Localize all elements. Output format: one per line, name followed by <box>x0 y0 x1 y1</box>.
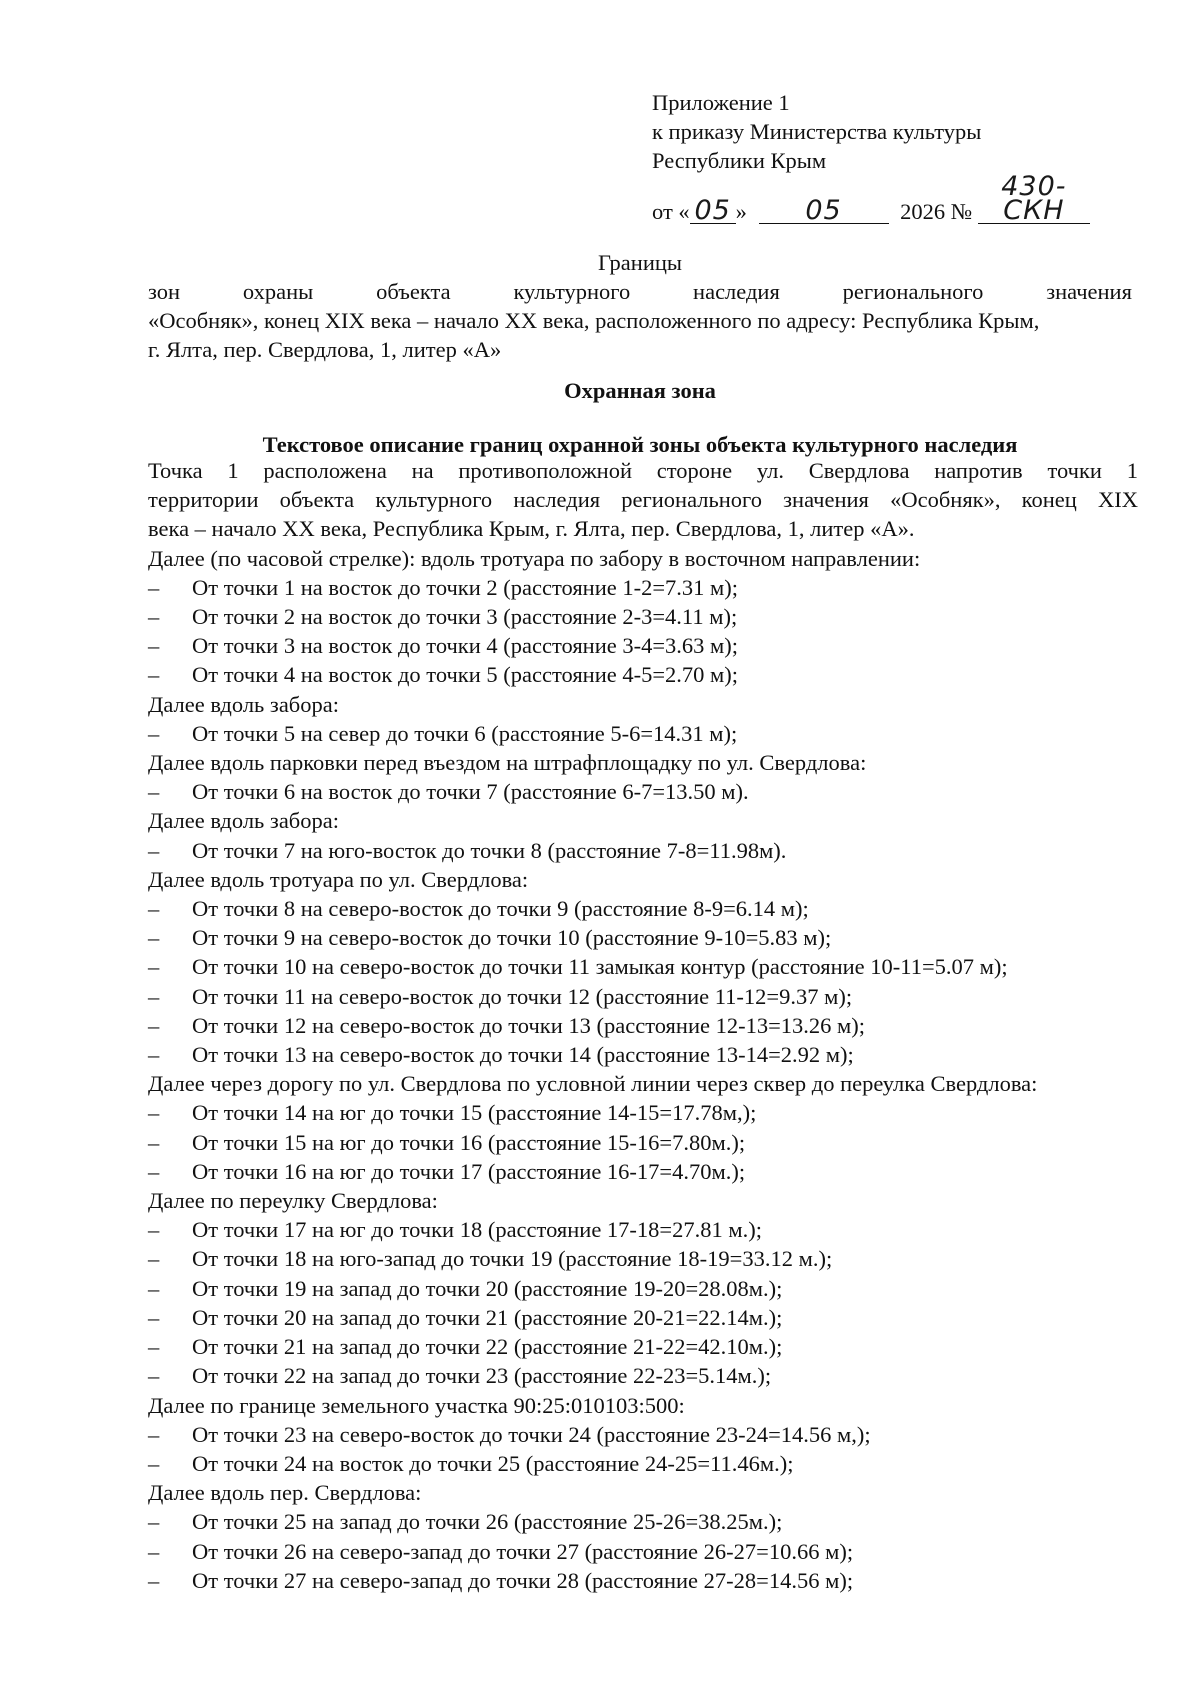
boundary-segment-item <box>148 1361 1138 1390</box>
boundary-segment-text: От точки 19 на запад до точки 20 (расстояние 19-20=28.08м.); <box>192 1275 783 1301</box>
boundary-segment-text: От точки 27 на северо-запад до точки 28 (расстояние 27-28=14.56 м); <box>192 1567 854 1593</box>
boundary-lines <box>148 544 1138 1595</box>
boundary-segment-item <box>148 1507 1138 1536</box>
title-line-justified <box>148 279 1132 305</box>
list-dash: – <box>148 837 160 863</box>
boundary-segment-item <box>148 1449 1138 1478</box>
list-dash: – <box>148 1304 160 1330</box>
appendix-number: Приложение 1 <box>652 90 790 115</box>
boundary-segment-item <box>148 1332 1138 1361</box>
title-word: значения <box>1046 279 1132 304</box>
list-dash: – <box>148 662 160 688</box>
intro-word: наследия <box>513 487 601 513</box>
boundary-segment-item <box>148 1157 1138 1186</box>
boundary-segment-item <box>148 1420 1138 1449</box>
intro-word: культурного <box>375 487 493 513</box>
boundary-segment-text: От точки 6 на восток до точки 7 (расстояние 6-7=13.50 м). <box>192 779 749 805</box>
boundary-segment-item <box>148 1215 1138 1244</box>
boundary-segment-item <box>148 894 1138 923</box>
list-dash: – <box>148 1042 160 1068</box>
boundary-segment-text: От точки 2 на восток до точки 3 (расстояние 2-3=4.11 м); <box>192 604 738 630</box>
boundary-section-label: Далее вдоль парковки перед въездом на штрафплощадку по ул. Свердлова: <box>148 750 867 776</box>
intro-word: точки <box>1047 458 1102 483</box>
boundary-section-label: Далее (по часовой стрелке): вдоль тротуара по забору в восточном направлении: <box>148 545 921 571</box>
description-subheading: Текстовое описание границ охранной зоны объекта культурного наследия <box>262 432 1018 457</box>
boundary-segment-item <box>148 602 1138 631</box>
boundary-segment-item <box>148 1566 1138 1595</box>
intro-word: Точка <box>148 458 203 483</box>
list-dash: – <box>148 954 160 980</box>
boundary-segment-text: От точки 3 на восток до точки 4 (расстояние 3-4=3.63 м); <box>192 633 739 659</box>
list-dash: – <box>148 1246 160 1272</box>
boundary-segment-item <box>148 1274 1138 1303</box>
intro-line <box>148 485 1138 514</box>
intro-word: ул. <box>756 458 784 483</box>
boundary-segment-text: От точки 13 на северо-восток до точки 14 (расстояние 13-14=2.92 м); <box>192 1042 854 1068</box>
boundary-section-label: Далее по границе земельного участка 90:25:010103:500: <box>148 1392 685 1418</box>
boundary-segment-text: От точки 7 на юго-восток до точки 8 (расстояние 7-8=11.98м). <box>192 837 787 863</box>
list-dash: – <box>148 1363 160 1389</box>
boundary-segment-item <box>148 836 1138 865</box>
boundary-segment-item <box>148 1537 1138 1566</box>
boundary-segment-item <box>148 923 1138 952</box>
boundary-section-label: Далее вдоль тротуара по ул. Свердлова: <box>148 866 529 892</box>
list-dash: – <box>148 1129 160 1155</box>
list-dash: – <box>148 1217 160 1243</box>
boundary-segment-item <box>148 1098 1138 1127</box>
list-dash: – <box>148 1100 160 1126</box>
boundary-segment-item <box>148 573 1138 602</box>
title-word: объекта <box>376 279 451 304</box>
boundary-segment-text: От точки 10 на северо-восток до точки 11 замыкая контур (расстояние 10-11=5.07 м); <box>192 954 1008 980</box>
intro-line <box>148 456 1138 485</box>
list-dash: – <box>148 1334 160 1360</box>
boundary-segment-item <box>148 952 1138 981</box>
document-title: Границы <box>597 250 683 275</box>
boundary-segment-item <box>148 777 1138 806</box>
boundary-description <box>148 456 1138 1595</box>
boundary-segment-text: От точки 22 на запад до точки 23 (расстояние 22-23=5.14м.); <box>192 1363 772 1389</box>
list-dash: – <box>148 1421 160 1447</box>
boundary-section-label: Далее вдоль пер. Свердлова: <box>148 1480 422 1506</box>
list-dash: – <box>148 604 160 630</box>
boundary-segment-text: От точки 11 на северо-восток до точки 12 (расстояние 11-12=9.37 м); <box>192 983 853 1009</box>
appendix-order-ref: к приказу Министерства культуры <box>652 119 982 144</box>
boundary-segment-text: От точки 4 на восток до точки 5 (расстояние 4-5=2.70 м); <box>192 662 739 688</box>
title-word: зон <box>148 279 181 304</box>
boundary-segment-item <box>148 1011 1138 1040</box>
boundary-segment-text: От точки 23 на северо-восток до точки 24 (расстояние 23-24=14.56 м,); <box>192 1421 871 1447</box>
boundary-segment-item <box>148 1244 1138 1273</box>
intro-word: на <box>411 458 434 483</box>
boundary-segment-item <box>148 660 1138 689</box>
list-dash: – <box>148 983 160 1009</box>
list-dash: – <box>148 1275 160 1301</box>
boundary-segment-text: От точки 5 на север до точки 6 (расстояние 5-6=14.31 м); <box>192 720 738 746</box>
list-dash: – <box>148 1012 160 1038</box>
list-dash: – <box>148 1158 160 1184</box>
appendix-date-line: от « 05 » 05 2026 № 430-СКН <box>652 175 1090 226</box>
boundary-segment-item <box>148 1040 1138 1069</box>
boundary-segment-item <box>148 1303 1138 1332</box>
list-dash: – <box>148 633 160 659</box>
list-dash: – <box>148 925 160 951</box>
boundary-segment-item <box>148 982 1138 1011</box>
boundary-segment-text: От точки 12 на северо-восток до точки 13 (расстояние 12-13=13.26 м); <box>192 1012 866 1038</box>
boundary-segment-text: От точки 20 на запад до точки 21 (расстояние 20-21=22.14м.); <box>192 1304 783 1330</box>
boundary-segment-text: От точки 8 на северо-восток до точки 9 (расстояние 8-9=6.14 м); <box>192 896 809 922</box>
title-word: наследия <box>693 279 780 304</box>
list-dash: – <box>148 1450 160 1476</box>
boundary-segment-text: От точки 24 на восток до точки 25 (расстояние 24-25=11.46м.); <box>192 1450 794 1476</box>
title-line-object: «Особняк», конец XIX века – начало XX века, расположенного по адресу: Республика Крым, <box>148 308 1040 333</box>
list-dash: – <box>148 1567 160 1593</box>
boundary-segment-item <box>148 719 1138 748</box>
boundary-segment-text: От точки 26 на северо-запад до точки 27 (расстояние 26-27=10.66 м); <box>192 1538 854 1564</box>
list-dash: – <box>148 1509 160 1535</box>
boundary-segment-text: От точки 9 на северо-восток до точки 10 (расстояние 9-10=5.83 м); <box>192 925 832 951</box>
title-line-address: г. Ялта, пер. Свердлова, 1, литер «А» <box>148 337 502 362</box>
title-word: культурного <box>513 279 631 304</box>
handwritten-month: 05 <box>759 199 889 224</box>
handwritten-order-number: 430-СКН <box>978 175 1090 224</box>
intro-word: расположена <box>263 458 387 483</box>
intro-word: XIX <box>1097 487 1138 513</box>
intro-word: 1 <box>227 458 239 483</box>
zone-heading: Охранная зона <box>564 378 716 403</box>
boundary-segment-item <box>148 1128 1138 1157</box>
intro-word: стороне <box>656 458 733 483</box>
intro-word: «Особняк», <box>890 487 1001 513</box>
boundary-segment-item <box>148 631 1138 660</box>
intro-word: 1 <box>1126 458 1138 483</box>
title-word: охраны <box>242 279 314 304</box>
intro-word: противоположной <box>458 458 633 483</box>
intro-line: века – начало XX века, Республика Крым, г. Ялта, пер. Свердлова, 1, литер «А». <box>148 516 915 542</box>
boundary-segment-text: От точки 15 на юг до точки 16 (расстояние 15-16=7.80м.); <box>192 1129 746 1155</box>
boundary-segment-text: От точки 17 на юг до точки 18 (расстояние 17-18=27.81 м.); <box>192 1217 762 1243</box>
intro-word: объекта <box>279 487 355 513</box>
boundary-section-label: Далее вдоль забора: <box>148 691 339 717</box>
intro-word: территории <box>148 487 259 513</box>
boundary-section-label: Далее вдоль забора: <box>148 808 339 834</box>
appendix-republic: Республики Крым <box>652 148 827 173</box>
boundary-section-label: Далее по переулку Свердлова: <box>148 1188 438 1214</box>
boundary-section-label: Далее через дорогу по ул. Свердлова по условной линии через сквер до переулка Свердлова: <box>148 1071 1038 1097</box>
boundary-segment-text: От точки 1 на восток до точки 2 (расстояние 1-2=7.31 м); <box>192 574 739 600</box>
intro-word: напротив <box>934 458 1023 483</box>
list-dash: – <box>148 1538 160 1564</box>
intro-word: регионального <box>621 487 762 513</box>
title-word: регионального <box>842 279 984 304</box>
list-dash: – <box>148 779 160 805</box>
boundary-segment-text: От точки 25 на запад до точки 26 (расстояние 25-26=38.25м.); <box>192 1509 783 1535</box>
handwritten-day: 05 <box>690 199 736 224</box>
list-dash: – <box>148 896 160 922</box>
intro-word: значения <box>783 487 869 513</box>
list-dash: – <box>148 720 160 746</box>
intro-word: конец <box>1021 487 1077 513</box>
boundary-segment-text: От точки 18 на юго-запад до точки 19 (расстояние 18-19=33.12 м.); <box>192 1246 833 1272</box>
list-dash: – <box>148 574 160 600</box>
boundary-segment-text: От точки 16 на юг до точки 17 (расстояние 16-17=4.70м.); <box>192 1158 746 1184</box>
boundary-segment-text: От точки 21 на запад до точки 22 (расстояние 21-22=42.10м.); <box>192 1334 783 1360</box>
intro-word: Свердлова <box>808 458 910 483</box>
boundary-segment-text: От точки 14 на юг до точки 15 (расстояние 14-15=17.78м,); <box>192 1100 757 1126</box>
appendix-header <box>652 88 1090 226</box>
